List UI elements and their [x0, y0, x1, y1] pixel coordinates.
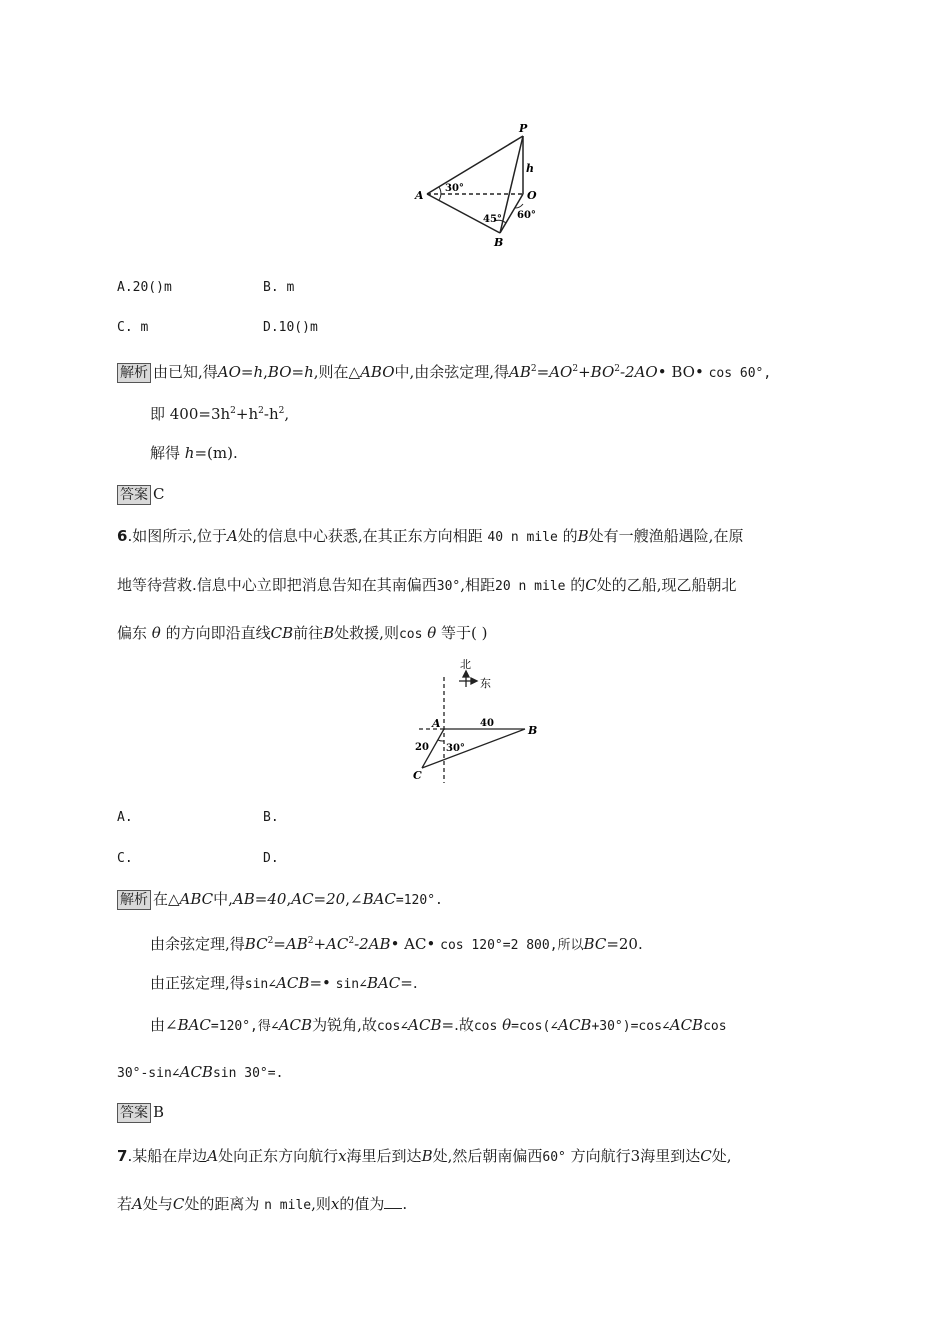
- angle-45: 45°: [483, 214, 502, 225]
- label-B: B: [494, 236, 504, 249]
- north-label: 北: [460, 658, 471, 671]
- q5-analysis-line1: 解析 由已知,得AO=h,BO=h,则在△ABO中,由余弦定理,得$AB^2=AO^2+BO^2-2AO•$ BO• cos 60°,: [117, 359, 771, 384]
- label-B: B: [528, 724, 538, 737]
- q6-analysis-line2: 由余弦定理,得$BC^2=AB^2+AC^2-2AB•$ AC• cos 120°=2 800,所以BC=20.: [150, 935, 643, 953]
- east-label: 东: [480, 677, 491, 690]
- q6-text-line1: 6.如图所示,位于A处的信息中心获悉,在其正东方向相距 40 n mile 的B处有一艘渔船遇险,在原: [117, 527, 744, 545]
- q5-option-d: D.10()m: [263, 320, 318, 335]
- answer-tag: 答案: [117, 485, 151, 505]
- q6-analysis-line4: 由∠BAC=120°,得∠ACB为锐角,故cos∠ACB=.故cos θ=cos(∠ACB+30°)=cos∠ACBcos: [150, 1016, 727, 1034]
- q5-option-c: C. m: [117, 320, 149, 335]
- q5-option-b: B. m: [263, 280, 295, 295]
- q5-option-a: A.20()m: [117, 280, 172, 295]
- q5-answer: 答案 C: [117, 484, 164, 505]
- q6-text-line2: 地等待营救.信息中心立即把消息告知在其南偏西30°,相距20 n mile 的C处的乙船,现乙船朝北: [117, 576, 737, 594]
- q6-analysis-line5: 30°-sin∠ACBsin 30°=.: [117, 1063, 284, 1081]
- q6-option-a: A.: [117, 810, 133, 825]
- q6-analysis-line1: 解析 在△ABC中,AB=40,AC=20,∠BAC=120°.: [117, 889, 443, 911]
- label-P: P: [519, 122, 528, 135]
- q7-text-line1: 7.某船在岸边A处向正东方向航行x海里后到达B处,然后朝南偏西60° 方向航行3海里到达C处,: [117, 1147, 732, 1165]
- answer-blank[interactable]: [384, 1194, 402, 1209]
- q6-option-d: D.: [263, 851, 279, 866]
- q7-text-line2: 若A处与C处的距离为 n mile,则x的值为 .: [117, 1195, 408, 1213]
- distance-40: 40: [480, 718, 494, 729]
- q6-text-line3: 偏东 θ 的方向即沿直线CB前往B处救援,则cos θ 等于( ): [117, 624, 488, 642]
- distance-20: 20: [415, 742, 429, 753]
- label-C: C: [413, 769, 422, 782]
- label-h: h: [526, 162, 534, 175]
- label-A: A: [432, 717, 441, 730]
- q6-answer: 答案 B: [117, 1102, 164, 1123]
- q6-analysis-line3: 由正弦定理,得sin∠ACB=• sin∠BAC=.: [150, 974, 418, 992]
- pyramid-figure: [405, 120, 565, 255]
- angle-30: 30°: [446, 743, 465, 754]
- navigation-figure: [405, 655, 555, 785]
- analysis-tag: 解析: [117, 363, 151, 383]
- angle-60: 60°: [517, 210, 536, 221]
- q5-analysis-line3: 解得 h=(m).: [150, 444, 238, 462]
- q6-option-b: B.: [263, 810, 279, 825]
- q5-analysis-line2: 即 $400=3h^2+h^2-h^2$,: [150, 405, 290, 423]
- q6-option-c: C.: [117, 851, 133, 866]
- angle-30: 30°: [445, 183, 464, 194]
- label-O: O: [527, 189, 537, 202]
- label-A: A: [415, 189, 424, 202]
